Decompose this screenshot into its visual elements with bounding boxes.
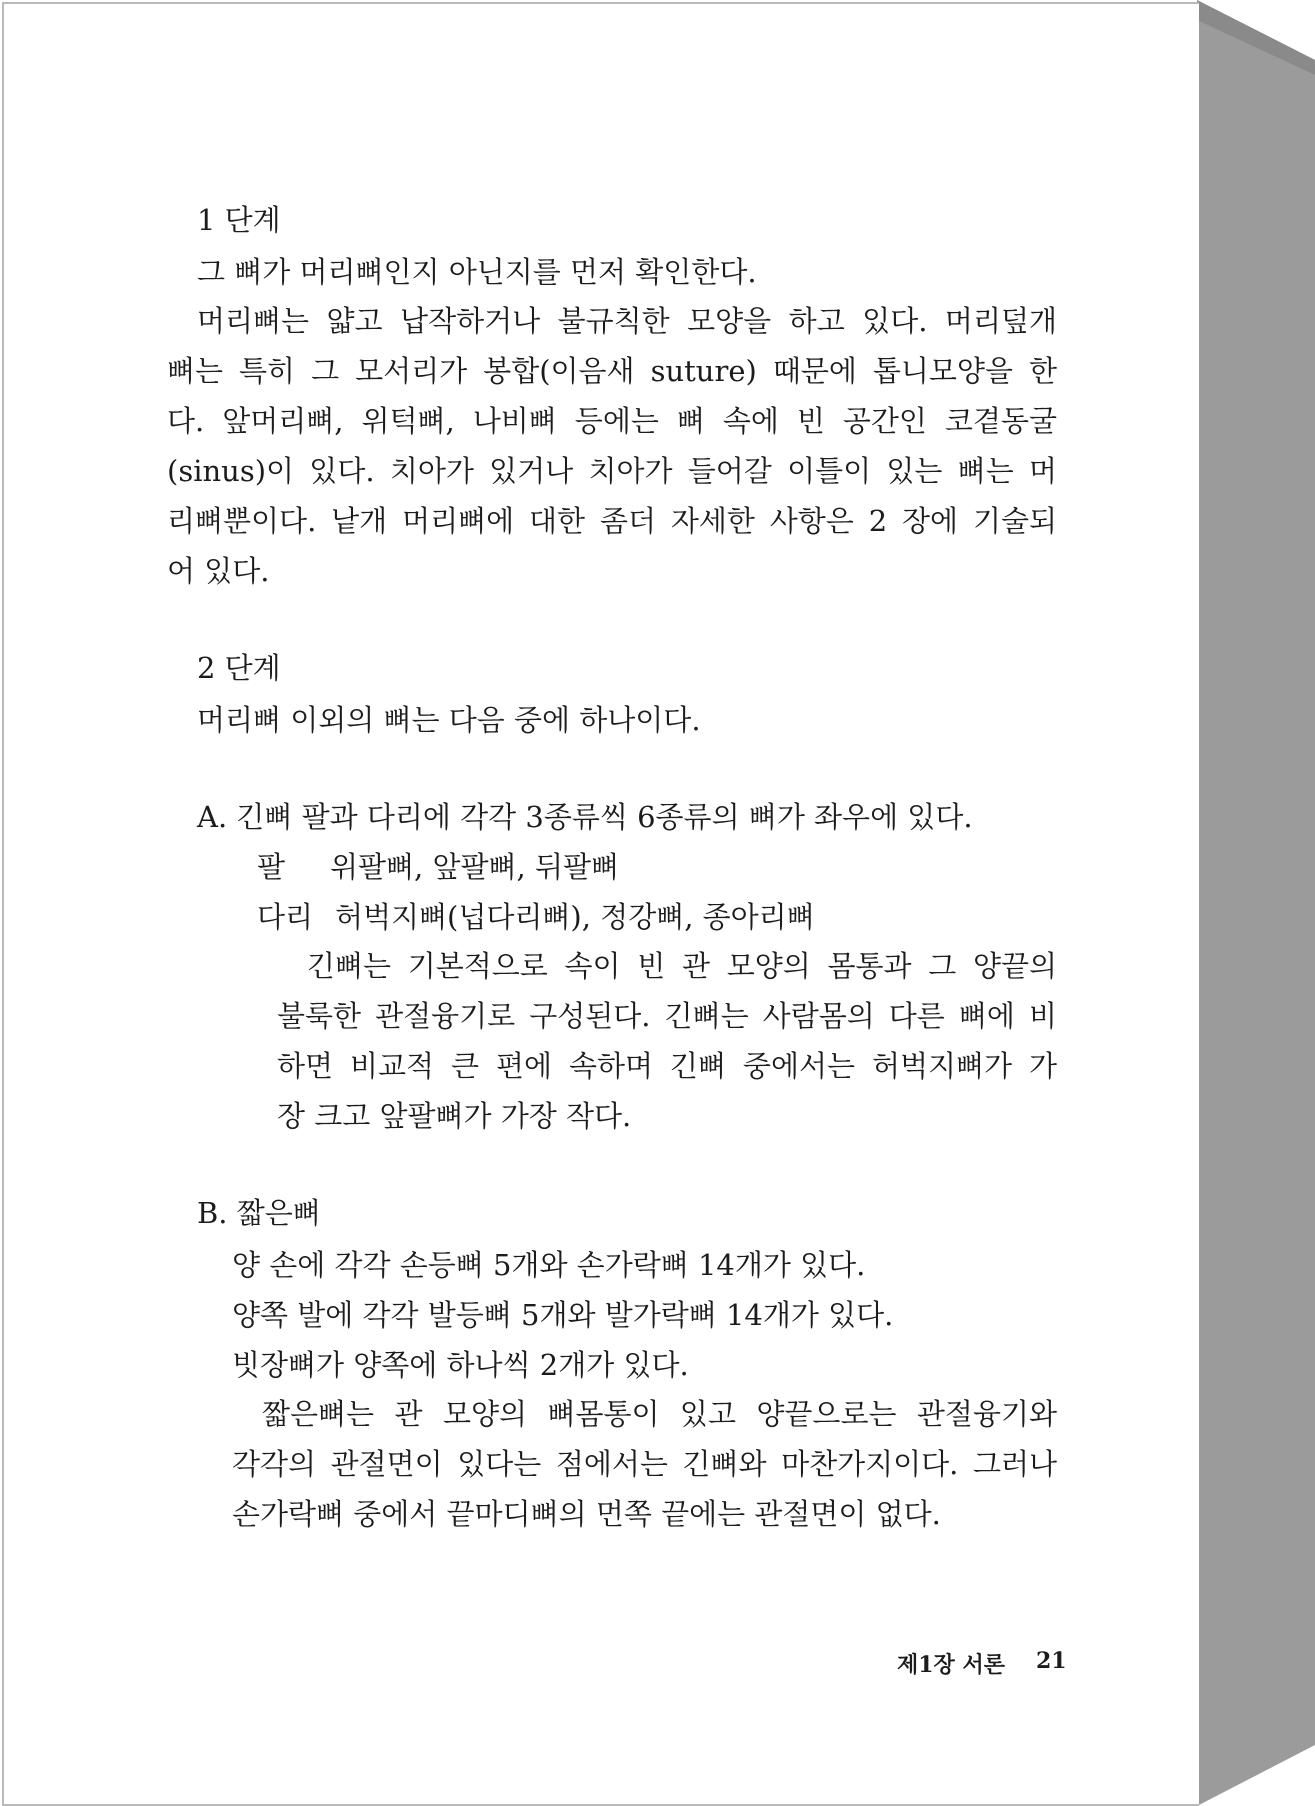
section-b-heading: B. 짧은뼈 xyxy=(197,1196,321,1230)
section-a-heading: A. 긴뼈 팔과 다리에 각각 3종류씩 6종류의 뼈가 좌우에 있다. xyxy=(197,800,973,834)
step1-intro: 그 뼈가 머리뼈인지 아닌지를 먼저 확인한다. xyxy=(197,255,757,289)
page-edge-shadow xyxy=(1197,0,1315,1806)
paragraph-line: 뼈는 특히 그 모서리가 봉합(이음새 suture) 때문에 톱니모양을 한 xyxy=(167,354,1057,388)
paragraph-line: 하면 비교적 큰 편에 속하며 긴뼈 중에서는 허벅지뼈가 가 xyxy=(277,1049,1057,1083)
step2-heading: 2 단계 xyxy=(197,651,281,685)
chapter-title: 제1장 서론 xyxy=(897,1652,1005,1678)
paragraph-line: 손가락뼈 중에서 끝마디뼈의 먼쪽 끝에는 관절면이 없다. xyxy=(232,1497,941,1531)
paragraph-line: 불룩한 관절융기로 구성된다. 긴뼈는 사람몸의 다른 뼈에 비 xyxy=(277,999,1057,1033)
paragraph-line: 머리뼈는 얇고 납작하거나 불규칙한 모양을 하고 있다. 머리덮개 xyxy=(197,304,1057,338)
leg-label: 다리 xyxy=(257,900,314,934)
step1-heading: 1 단계 xyxy=(197,203,281,237)
paragraph-line: 긴뼈는 기본적으로 속이 빈 관 모양의 몸통과 그 양끝의 xyxy=(307,949,1057,983)
paragraph-line: 어 있다. xyxy=(167,554,270,588)
list-item: 양 손에 각각 손등뼈 5개와 손가락뼈 14개가 있다. xyxy=(232,1248,866,1282)
paragraph-line: 리뼈뿐이다. 낱개 머리뼈에 대한 좀더 자세한 사항은 2 장에 기술되 xyxy=(167,504,1057,538)
paragraph-line: (sinus)이 있다. 치아가 있거나 치아가 들어갈 이틀이 있는 뼈는 머 xyxy=(167,454,1057,488)
paragraph-line: 짧은뼈는 관 모양의 뼈몸통이 있고 양끝으로는 관절융기와 xyxy=(262,1397,1057,1431)
arm-bones: 위팔뼈, 앞팔뼈, 뒤팔뼈 xyxy=(330,850,619,884)
paragraph-line: 장 크고 앞팔뼈가 가장 작다. xyxy=(277,1099,632,1133)
leg-bones: 허벅지뼈(넙다리뼈), 정강뼈, 종아리뼈 xyxy=(335,900,815,934)
list-item: 빗장뼈가 양쪽에 하나씩 2개가 있다. xyxy=(232,1348,689,1382)
paragraph-line: 각각의 관절면이 있다는 점에서는 긴뼈와 마찬가지이다. 그러나 xyxy=(232,1447,1057,1481)
page-number: 21 xyxy=(1036,1648,1067,1674)
paragraph-line: 다. 앞머리뼈, 위턱뼈, 나비뼈 등에는 뼈 속에 빈 공간인 코곁동굴 xyxy=(167,404,1057,438)
list-item: 양쪽 발에 각각 발등뼈 5개와 발가락뼈 14개가 있다. xyxy=(232,1298,894,1332)
arm-label: 팔 xyxy=(257,850,286,884)
book-page xyxy=(2,2,1199,1806)
step2-intro: 머리뼈 이외의 뼈는 다음 중에 하나이다. xyxy=(197,703,701,737)
